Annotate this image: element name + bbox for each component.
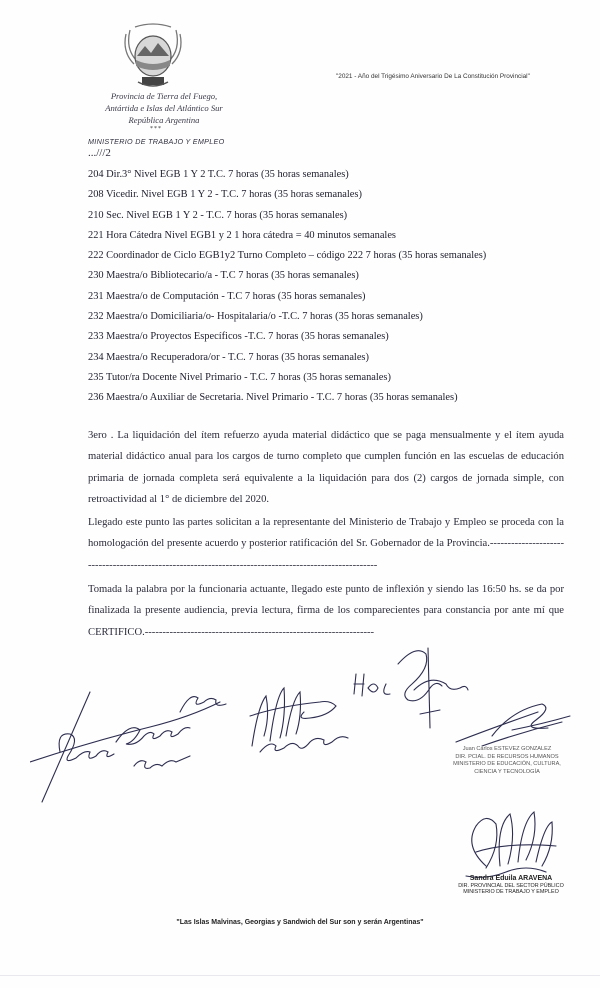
stars-divider: *** [150,126,162,132]
signature-vargas [240,676,360,756]
stamp-line: CIENCIA Y TECNOLOGÍA [474,768,540,775]
list-item: 231 Maestra/o de Computación - T.C 7 horas (35 horas semanales) [88,290,366,302]
list-item: 232 Maestra/o Domiciliaria/o- Hospitalaria/o -T.C. 7 horas (35 horas semanales) [88,311,423,323]
closing-paragraph: Tomada la palabra por la funcionaria actuante, llegado este punto de inflexión y siendo las 16:50 hs. se da por finalizada la presente audiencia, previa lectura, firma de los comparecientes para constancia por ante mí que CERTIFICO.----------------------------------------------------------------- [88,584,564,638]
clause-third-paragraph: 3ero . La liquidación del ítem refuerzo ayuda material didáctico que se paga mensualmente y el ítem ayuda material didáctico anual para los cargos de turno completo que cumplen función en las escuelas de educación primaria de jornada completa será equivalente a la liquidación para dos (2) cargos de jornada simple, con retroactividad al 1° de diciembre del 2020. [88,430,564,506]
signature-estevez [452,702,572,748]
position-code-list [88,165,568,409]
stamp-line: Juan Carlos ESTEVEZ GONZALEZ [462,746,552,752]
page-bottom-edge [0,975,600,976]
list-item: 222 Coordinador de Ciclo EGB1y2 Turno Completo – código 222 7 horas (35 horas semanales) [88,250,487,262]
list-item: 233 Maestra/o Proyectos Específicos -T.C. 7 horas (35 horas semanales) [88,331,389,343]
list-item: 208 Vicedir. Nivel EGB 1 Y 2 - T.C. 7 horas (35 horas semanales) [88,189,362,201]
province-line: Provincia de Tierra del Fuego, [110,91,218,101]
signature-gomez-franco [30,672,230,812]
list-item: 234 Maestra/o Recuperadora/or - T.C. 7 horas (35 horas semanales) [88,351,369,363]
province-line: República Argentina [128,115,200,125]
province-line: Antártida e Islas del Atlántico Sur [105,103,223,113]
stamp-estevez [448,746,566,776]
list-item: 236 Maestra/o Auxiliar de Secretaria. Nivel Primario - T.C. 7 horas (35 horas semanales) [88,392,458,404]
stamp-line: DIR. PROVINCIAL DEL SECTOR PÚBLICO [458,882,564,889]
list-item: 221 Hora Cátedra Nivel EGB1 y 2 1 hora cátedra = 40 minutos semanales [88,229,396,241]
stamp-line: DIR. PCIAL. DE RECURSOS HUMANOS [455,753,559,760]
list-item: 230 Maestra/o Bibliotecario/a - T.C 7 horas (35 horas semanales) [88,270,359,282]
malvinas-footer: "Las Islas Malvinas, Georgias y Sandwich del Sur son y serán Argentinas" [176,919,424,926]
stamp-aravena [452,876,570,896]
year-motto: "2021 - Año del Trigésimo Aniversario De La Constitución Provincial" [336,73,530,80]
provincial-crest-icon [120,22,186,92]
stamp-line: MINISTERIO DE TRABAJO Y EMPLEO [463,889,559,896]
province-heading [64,90,264,126]
list-item: 210 Sec. Nivel EGB 1 Y 2 - T.C. 7 horas (35 horas semanales) [88,209,348,221]
list-item: 204 Dir.3° Nivel EGB 1 Y 2 T.C. 7 horas (35 horas semanales) [88,169,349,180]
stamp-line: Sandra Eduila ARAVENA [469,875,553,882]
page-reference: ...///2 [88,147,111,159]
stamp-line: MINISTERIO DE EDUCACIÓN, CULTURA, [453,761,561,768]
list-item: 235 Tutor/ra Docente Nivel Primario - T.C. 7 horas (35 horas semanales) [88,371,391,383]
homologation-paragraph: Llegado este punto las partes solicitan a la representante del Ministerio de Trabajo y Empleo se proceda con la homologación del presente acuerdo y posterior ratificación del Sr. Gobernador de la Provincia.------------------------------------------------------------------------------------------------------- [88,517,564,571]
ministry-name: MINISTERIO DE TRABAJO Y EMPLEO [88,137,225,146]
